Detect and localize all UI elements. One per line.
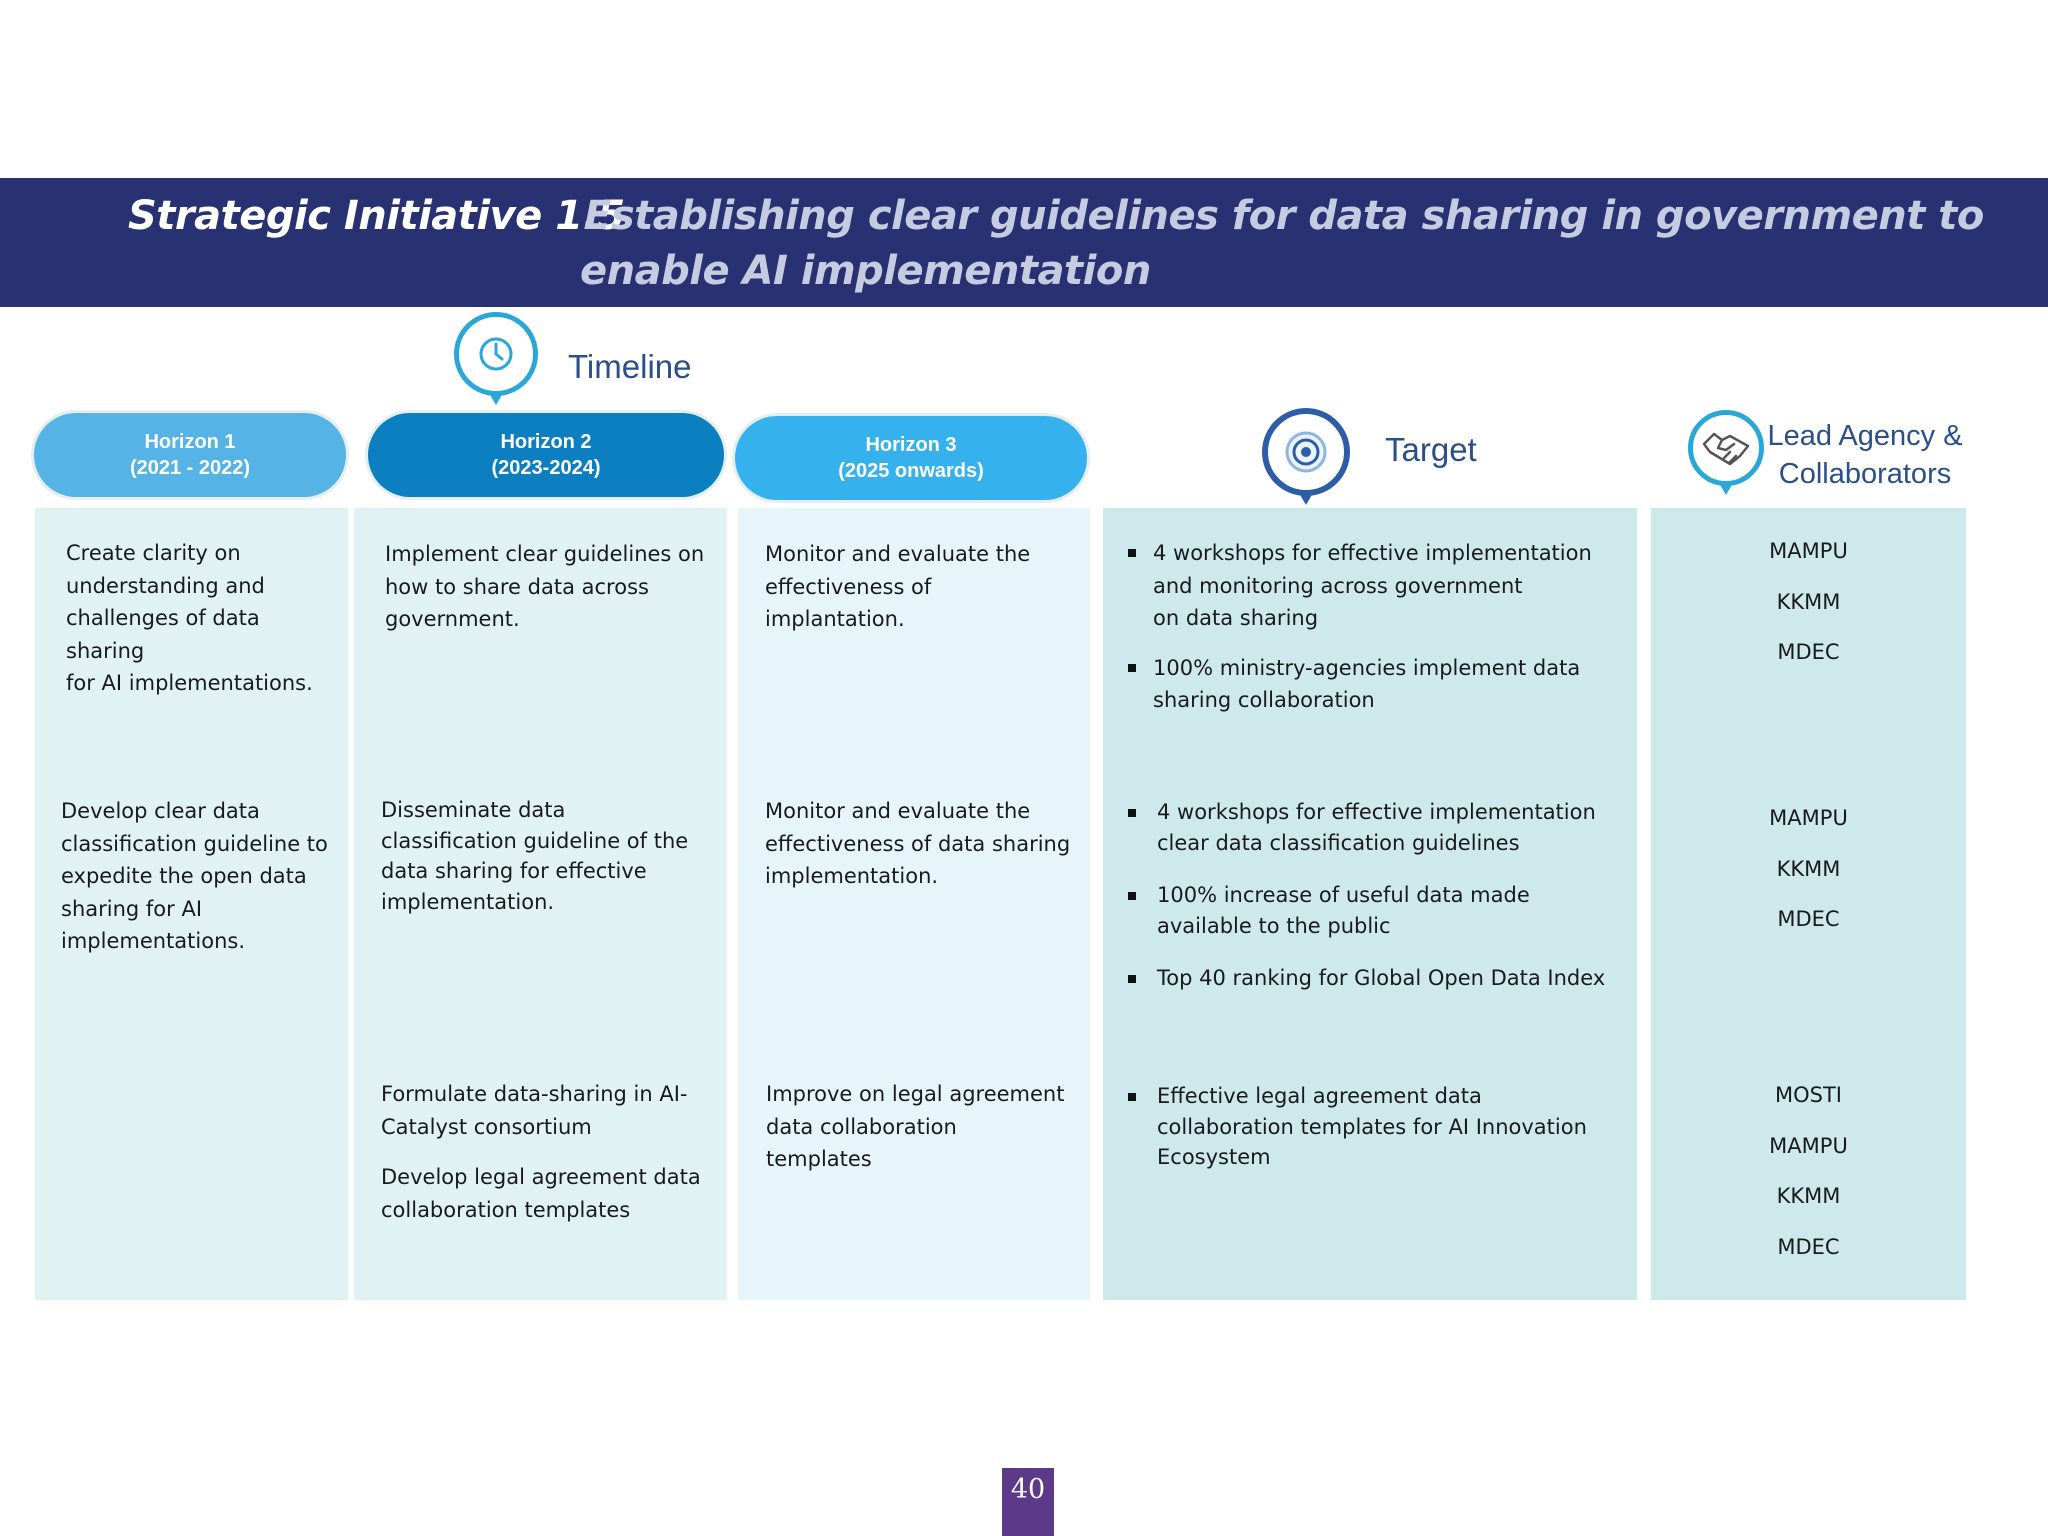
text-line: 4 workshops for effective implementation [1157, 800, 1596, 824]
text-line: Implement clear guidelines on [385, 542, 705, 566]
row2-horizon1-text [61, 795, 328, 958]
text-line: sharing for AI [61, 896, 203, 921]
text-line: data sharing for effective [381, 859, 647, 883]
horizon1-pill [34, 413, 346, 497]
horizon3-pill [735, 416, 1087, 500]
horizon2-name: Horizon 2 [500, 431, 592, 453]
horizon1-period: (2021 - 2022) [129, 457, 251, 479]
horizon1-name: Horizon 1 [144, 431, 236, 453]
text-line: Monitor and evaluate the [765, 799, 1031, 823]
text-line: classification guideline to [61, 831, 328, 856]
agency-name: MDEC [1777, 1234, 1840, 1259]
text-line: implementations. [61, 929, 246, 953]
row3-agency-list [1651, 1070, 1966, 1272]
target-item [1128, 652, 1628, 717]
text-line: expedite the open data [61, 864, 307, 888]
text-line: Formulate data-sharing in AI- [381, 1082, 688, 1106]
text-line: sharing [66, 638, 145, 663]
text-line: Develop legal agreement data [381, 1165, 701, 1189]
target-item [1128, 537, 1628, 635]
horizon3-period: (2025 onwards) [838, 460, 984, 482]
row1-horizon3-text [765, 538, 1030, 636]
text-line: 100% increase of useful data made [1157, 883, 1530, 907]
row1-horizon2-text [385, 538, 704, 636]
page-number: 40 [1002, 1468, 1054, 1536]
text-line: effectiveness of data sharing [765, 831, 1071, 856]
text-line: for AI implementations. [66, 671, 313, 695]
text-line: 100% ministry-agencies implement data [1153, 655, 1581, 680]
lead-heading-line2: Collaborators [1778, 458, 1952, 490]
text-line: understanding and [66, 573, 265, 598]
pin-pointer [1299, 493, 1313, 505]
row3-target-list [1128, 1081, 1628, 1190]
lead-heading-line1: Lead Agency & [1767, 420, 1963, 452]
agency-name: MDEC [1777, 907, 1840, 931]
row3-horizon2-text-b [381, 1161, 701, 1226]
target-item [1128, 1081, 1628, 1173]
target-icon [1262, 408, 1350, 496]
initiative-title-line1: Establishing clear guidelines for data sharing in government to [584, 193, 1984, 239]
text-line: effectiveness of [765, 574, 932, 599]
text-line: Improve on legal agreement [766, 1082, 1065, 1106]
text-line: how to share data across [385, 574, 649, 599]
text-line: collaboration templates [381, 1197, 631, 1222]
text-line: clear data classification guidelines [1157, 830, 1520, 855]
text-line: available to the public [1157, 913, 1391, 938]
agency-name: MDEC [1777, 640, 1840, 664]
target-item [1128, 880, 1628, 941]
row2-horizon2-text [381, 795, 688, 917]
text-line: classification guideline of the [381, 828, 689, 853]
text-line: Monitor and evaluate the [765, 542, 1031, 566]
horizon2-pill [368, 413, 724, 497]
text-line: templates [766, 1147, 872, 1171]
text-line: data collaboration [766, 1114, 957, 1139]
row3-horizon3-text [766, 1078, 1064, 1176]
agency-name: KKMM [1776, 1184, 1841, 1208]
text-line: sharing collaboration [1153, 688, 1375, 712]
text-line: Develop clear data [61, 799, 260, 823]
target-heading: Target [1385, 431, 1477, 468]
text-line: collaboration templates for AI Innovation [1157, 1114, 1587, 1139]
target-item [1128, 797, 1628, 858]
timeline-heading: Timeline [568, 348, 692, 385]
pin-pointer [1719, 483, 1733, 495]
text-line: Catalyst consortium [381, 1114, 592, 1139]
row1-agency-list [1651, 526, 1966, 678]
row3-horizon2-text-a [381, 1078, 687, 1143]
horizon3-name: Horizon 3 [865, 434, 957, 456]
row1-horizon1-text [66, 537, 313, 700]
text-line: implementation. [381, 889, 555, 914]
handshake-icon [1688, 410, 1764, 486]
agency-name: MAMPU [1769, 1133, 1848, 1158]
clock-icon [454, 312, 538, 396]
text-line: Create clarity on [66, 541, 241, 565]
row2-agency-list [1651, 793, 1966, 945]
agency-name: KKMM [1776, 856, 1841, 881]
text-line: implantation. [765, 607, 905, 631]
text-line: and monitoring across government [1153, 573, 1523, 598]
text-line: Disseminate data [381, 798, 566, 822]
text-line: Effective legal agreement data [1157, 1084, 1482, 1108]
text-line: Top 40 ranking for Global Open Data Index [1157, 966, 1606, 990]
lead-agency-heading [1760, 417, 1970, 493]
initiative-title-line2: enable AI implementation [580, 248, 1151, 294]
agency-name: MAMPU [1769, 539, 1848, 563]
row2-horizon3-text [765, 795, 1070, 893]
text-line: Ecosystem [1157, 1145, 1271, 1169]
agency-name: MOSTI [1775, 1083, 1842, 1107]
target-item [1128, 963, 1628, 994]
agency-name: MAMPU [1769, 806, 1848, 830]
row2-target-list [1128, 797, 1628, 1011]
initiative-label: Strategic Initiative 1.5 [128, 193, 625, 239]
horizon2-period: (2023-2024) [491, 457, 601, 479]
row1-target-list [1128, 537, 1628, 734]
text-line: government. [385, 607, 520, 631]
text-line: implementation. [765, 864, 939, 888]
agency-name: KKMM [1776, 589, 1841, 614]
text-line: challenges of data [66, 606, 260, 630]
text-line: 4 workshops for effective implementation [1153, 541, 1592, 565]
text-line: on data sharing [1153, 606, 1319, 630]
pin-pointer [489, 393, 503, 405]
